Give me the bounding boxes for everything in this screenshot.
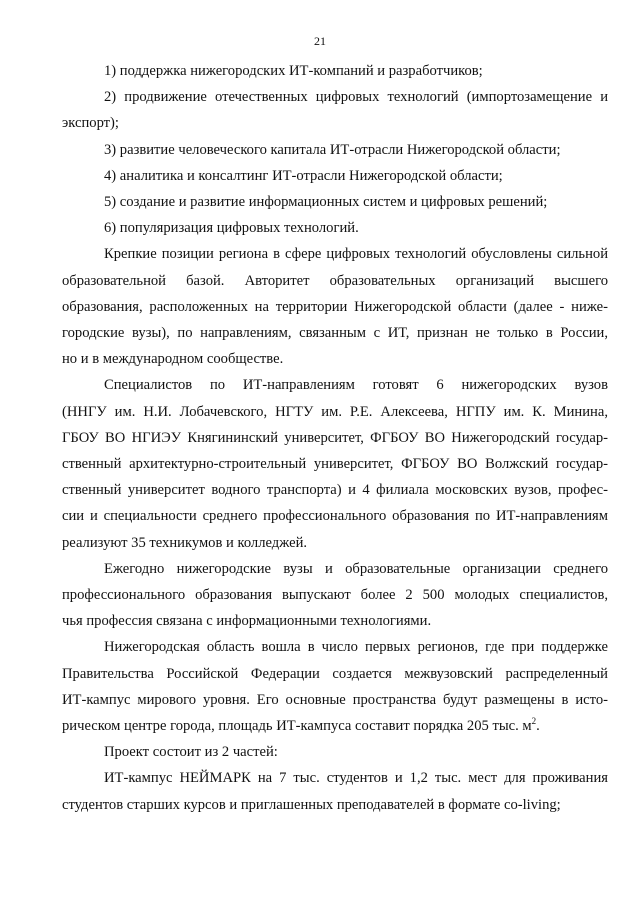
paragraph-line: чья профессия связана с информационными технологиями. (62, 613, 432, 630)
list-item: 6) популяризация цифровых технологий. (104, 220, 359, 237)
area-text: рическом центре города, площадь ИТ-кампуса составит порядка 205 тыс. м (62, 718, 532, 735)
page-number: 21 (314, 34, 326, 48)
paragraph-line: ственный архитектурно-строительный университет, ФГБОУ ВО Волжский государ- (62, 456, 608, 473)
superscript: 2 (531, 716, 537, 727)
paragraph-line: ИТ-кампус мирового уровня. Его основные пространства будут размещены в исто- (62, 691, 608, 708)
paragraph-line: Специалистов по ИТ-направлениям готовят 6 нижегородских вузов (104, 377, 608, 394)
list-item-continuation: экспорт); (62, 115, 119, 132)
list-item: 4) аналитика и консалтинг ИТ-отрасли Нижегородской области; (104, 167, 503, 184)
list-item: 5) создание и развитие информационных систем и цифровых решений; (104, 194, 548, 211)
paragraph-line: студентов старших курсов и приглашенных преподавателей в формате co-living; (62, 796, 561, 813)
paragraph-line: ственный университет водного транспорта) и 4 филиала московских вузов, профес- (62, 482, 608, 499)
paragraph-line: ГБОУ ВО НГИЭУ Княгининский университет, ФГБОУ ВО Нижегородский государ- (62, 429, 608, 446)
paragraph-line: реализуют 35 техникумов и колледжей. (62, 534, 308, 551)
paragraph-line: профессионального образования выпускают более 2 500 молодых специалистов, (62, 587, 608, 604)
list-item: 3) развитие человеческого капитала ИТ-отрасли Нижегородской области; (104, 141, 561, 158)
paragraph-line: Нижегородская область вошла в число первых регионов, где при поддержке (104, 639, 608, 656)
paragraph-line: сии и специальности среднего профессионального образования по ИТ-направлениям (62, 508, 608, 525)
paragraph-line: но и в международном сообществе. (62, 351, 284, 368)
paragraph-line: Крепкие позиции региона в сфере цифровых технологий обусловлены сильной (104, 246, 608, 263)
paragraph-line: образования, расположенных на территории Нижегородской области (далее - ниже- (62, 298, 608, 315)
paragraph-line: Ежегодно нижегородские вузы и образовательные организации среднего (104, 560, 608, 577)
paragraph-line: ИТ-кампус НЕЙМАРК на 7 тыс. студентов и 1,2 тыс. мест для проживания (104, 770, 608, 787)
list-item: 1) поддержка нижегородских ИТ-компаний и разработчиков; (104, 63, 483, 79)
paragraph-line: образовательной базой. Авторитет образовательных организаций высшего (62, 272, 608, 289)
area-suffix: . (536, 718, 540, 735)
document-body (62, 58, 608, 818)
paragraph-line: Правительства Российской Федерации создается межвузовский распределенный (62, 665, 608, 682)
paragraph-line: Проект состоит из 2 частей: (104, 744, 278, 761)
list-item: 2) продвижение отечественных цифровых технологий (импортозамещение и (104, 89, 608, 106)
paragraph-line-with-superscript (62, 713, 608, 739)
paragraph-line: городские вузы), по направлениям, связанным с ИТ, признан не только в России, (62, 325, 608, 342)
paragraph-line: (ННГУ им. Н.И. Лобачевского, НГТУ им. Р.Е. Алексеева, НГПУ им. К. Минина, (62, 403, 608, 420)
